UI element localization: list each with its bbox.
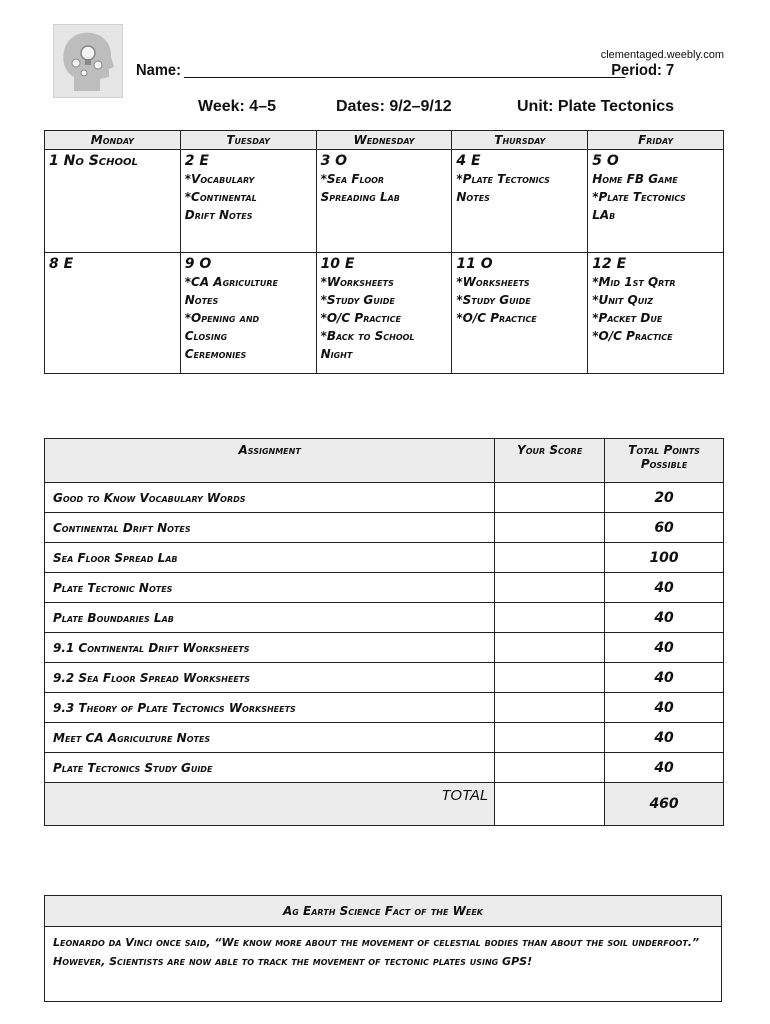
schedule-cell [316,253,452,374]
schedule-item: *O/C Practice [456,311,537,325]
name-row [136,62,674,84]
day-number: 3 O [320,153,348,169]
day-number: 8 E [49,256,74,272]
day-number: 11 O [456,256,493,272]
score-input-cell[interactable] [495,513,605,543]
schedule-item: Notes [456,190,490,204]
schedule-item: *Plate Tectonics [456,172,550,186]
weekly-schedule-table [44,130,724,374]
table-row [45,513,724,543]
points-possible: 40 [605,633,724,663]
schedule-cell [45,253,181,374]
schedule-item: LAb [592,208,616,222]
points-possible: 40 [605,693,724,723]
score-input-cell[interactable] [495,753,605,783]
score-input-cell[interactable] [495,483,605,513]
points-possible: 40 [605,603,724,633]
points-possible: 100 [605,543,724,573]
schedule-item: Ceremonies [184,347,247,361]
schedule-item: *Study Guide [456,293,531,307]
assignment-column-header: Assignment [45,439,495,483]
fact-title: Ag Earth Science Fact of the Week [45,896,721,927]
day-header-wednesday: Wednesday [316,131,452,150]
schedule-cell [316,150,452,253]
website-url: clementaged.weebly.com [600,49,724,61]
total-points-column-header: Total Points Possible [605,439,724,483]
score-input-cell[interactable] [495,543,605,573]
week-label: Week: 4–5 [198,98,276,115]
schedule-item: Home FB Game [592,172,678,186]
table-row [45,693,724,723]
assignment-name: Plate Tectonics Study Guide [45,753,495,783]
day-number: 1 No School [49,153,138,169]
assignment-name: Plate Boundaries Lab [45,603,495,633]
assignment-name: Good to Know Vocabulary Words [45,483,495,513]
fact-text: Leonardo da Vinci once said, “We know more about the movement of celestial bodies than about the soil underfoot.” However, Scientists are now able to track the movement of tectonic plates using GPS! [53,936,700,968]
table-row [45,483,724,513]
assignment-name: 9.2 Sea Floor Spread Worksheets [45,663,495,693]
head-gears-logo-icon [53,24,123,98]
total-label: TOTAL [45,783,495,826]
dates-label: Dates: 9/2–9/12 [336,98,452,115]
schedule-item: *O/C Practice [592,329,673,343]
schedule-item: *Sea Floor [320,172,385,186]
day-header-friday: Friday [588,131,724,150]
schedule-item: Spreading Lab [320,190,400,204]
table-row [45,543,724,573]
assignment-name: Continental Drift Notes [45,513,495,543]
table-row [45,663,724,693]
points-possible: 40 [605,573,724,603]
schedule-item: *Worksheets [456,275,530,289]
schedule-item: *Back to School [320,329,415,343]
schedule-item: *Plate Tectonics [592,190,686,204]
fact-of-the-week-box [44,895,722,1002]
day-number: 10 E [320,256,355,272]
points-possible: 40 [605,663,724,693]
table-row [45,723,724,753]
assignment-name: Sea Floor Spread Lab [45,543,495,573]
score-input-cell[interactable] [495,723,605,753]
points-possible: 20 [605,483,724,513]
schedule-item: *Packet Due [592,311,663,325]
schedule-item: *Vocabulary [184,172,255,186]
period-label: Period: 7 [611,62,675,79]
assignment-name: Plate Tectonic Notes [45,573,495,603]
day-number: 9 O [184,256,212,272]
schedule-item: *Study Guide [320,293,395,307]
table-row [45,753,724,783]
total-row [45,783,724,826]
score-column-header: Your Score [495,439,605,483]
grades-table [44,438,724,826]
day-header-monday: Monday [45,131,181,150]
day-number: 5 O [592,153,619,169]
schedule-item: *Opening and [184,311,260,325]
schedule-item: *Mid 1st Qrtr [592,275,676,289]
schedule-item: Drift Notes [184,208,253,222]
schedule-item: *O/C Practice [320,311,401,325]
day-header-tuesday: Tuesday [180,131,316,150]
schedule-item: *CA Agriculture [184,275,279,289]
day-header-thursday: Thursday [452,131,588,150]
day-number: 4 E [456,153,481,169]
schedule-item: *Unit Quiz [592,293,654,307]
table-row [45,633,724,663]
schedule-cell [588,253,724,374]
schedule-cell [452,150,588,253]
score-input-cell[interactable] [495,633,605,663]
table-row [45,573,724,603]
schedule-item: Notes [184,293,219,307]
score-input-cell[interactable] [495,693,605,723]
score-input-cell[interactable] [495,573,605,603]
schedule-item: *Continental [184,190,257,204]
assignment-name: Meet CA Agriculture Notes [45,723,495,753]
schedule-cell [45,150,181,253]
name-label: Name: [136,62,181,79]
schedule-item: Night [320,347,353,361]
schedule-cell [180,253,316,374]
schedule-cell [452,253,588,374]
table-row [45,603,724,633]
unit-label: Unit: Plate Tectonics [517,98,675,115]
score-input-cell[interactable] [495,603,605,633]
schedule-cell [588,150,724,253]
day-number: 12 E [592,256,627,272]
points-possible: 40 [605,723,724,753]
points-possible: 40 [605,753,724,783]
day-number: 2 E [184,153,209,169]
schedule-cell [180,150,316,253]
schedule-item: *Worksheets [320,275,394,289]
name-blank-line[interactable] [184,77,626,78]
score-input-cell[interactable] [495,663,605,693]
points-possible: 60 [605,513,724,543]
assignment-name: 9.1 Continental Drift Worksheets [45,633,495,663]
assignment-name: 9.3 Theory of Plate Tectonics Worksheets [45,693,495,723]
total-points: 460 [605,783,724,826]
total-score-input-cell[interactable] [495,783,605,826]
schedule-item: Closing [184,329,228,343]
